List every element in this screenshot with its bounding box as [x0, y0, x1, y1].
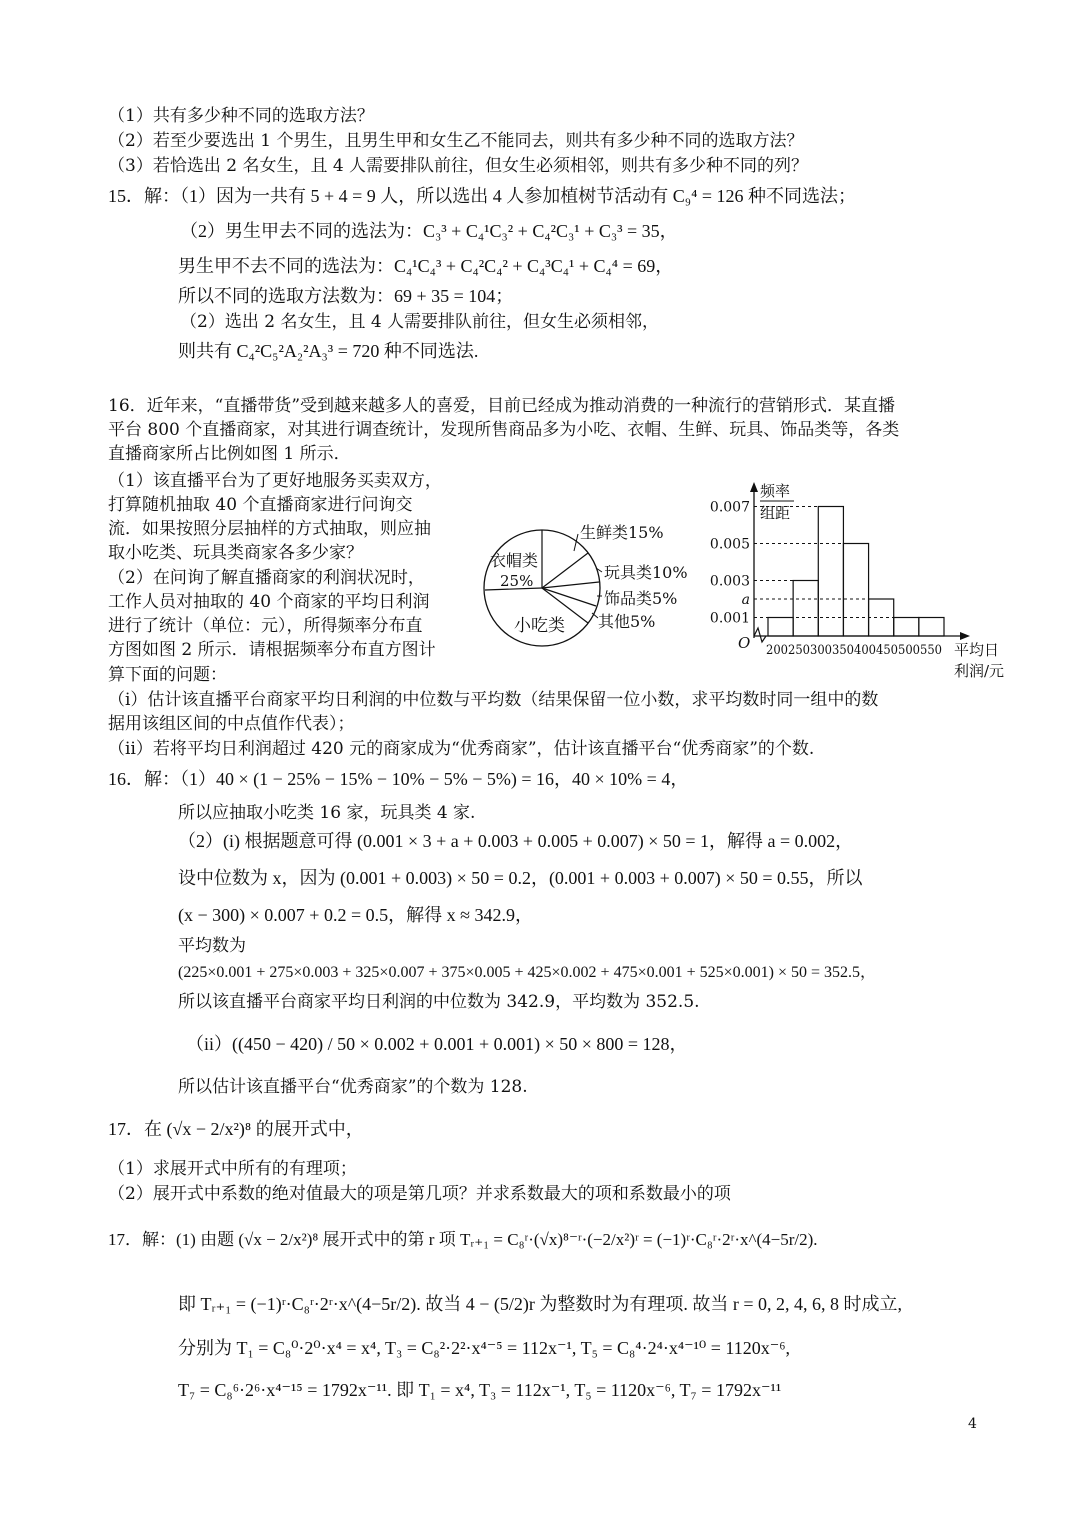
histogram-chart — [700, 478, 1018, 688]
q-line: 工作人员对抽取的 40 个商家的平均日利润 — [108, 592, 430, 612]
axis-break — [754, 628, 766, 642]
q-line: 打算随机抽取 40 个直播商家进行问询交 — [108, 495, 413, 515]
q-line: （2）展开式中系数的绝对值最大的项是第几项？并求系数最大的项和系数最小的项 — [108, 1184, 731, 1204]
q-line: （3）若恰选出 2 名女生，且 4 人需要排队前往，但女生必须相邻，则共有多少种不同的列？ — [108, 156, 809, 176]
pie-label-fresh: 生鲜类15% — [580, 523, 664, 542]
pie-label-clothing: 衣帽类 — [490, 551, 539, 570]
histogram-bar — [919, 618, 944, 637]
x-tick-labels: 200250300350400450500550 — [766, 643, 942, 658]
solution-line: 所以应抽取小吃类 16 家，玩具类 4 家. — [178, 803, 476, 823]
y-tick-label: a — [741, 592, 750, 608]
q-line: （1）求展开式中所有的有理项； — [108, 1159, 357, 1179]
pie-chart — [478, 518, 718, 658]
q-line: 17．在 (√x − 2/x²)⁸ 的展开式中， — [108, 1119, 364, 1139]
q-line: 平台 800 个直播商家，对其进行调查统计，发现所售商品多为小吃、衣帽、生鲜、玩具、饰品类等，各类 — [108, 420, 900, 440]
q-line: 方图如图 2 所示．请根据频率分布直方图计 — [108, 640, 436, 660]
solution-line: 平均数为 — [178, 936, 246, 956]
pie-label-snacks: 小吃类 — [514, 616, 565, 636]
q-line: （ⅰ）估计该直播平台商家平均日利润的中位数与平均数（结果保留一位小数，求平均数时同一组中的数 — [108, 690, 879, 710]
pie-divider — [542, 553, 588, 588]
q-line: （ⅱ）若将平均日利润超过 420 元的商家成为“优秀商家”，估计该直播平台“优秀商家”的个数. — [108, 739, 815, 759]
pie-label-toys: 玩具类10% — [604, 563, 688, 582]
pie-label-clothing-value: 25% — [500, 572, 534, 590]
y-label-bottom: 组距 — [760, 504, 791, 522]
q-line: （1）共有多少种不同的选取方法？ — [108, 106, 374, 126]
solution-line: 16．解：（1）40 × (1 − 25% − 15% − 10% − 5% − 5%) = 16，40 × 10% = 4， — [108, 769, 689, 789]
solution-line: (225×0.001 + 275×0.003 + 325×0.007 + 375×0.005 + 425×0.002 + 475×0.001 + 525×0.001) × 50 = 352.5， — [178, 964, 877, 981]
solution-line: 17．解：(1) 由题 (√x − 2/x²)⁸ 展开式中的第 r 项 Tᵣ₊₁ = C₈ʳ·(√x)⁸⁻ʳ·(−2/x²)ʳ = (−1)ʳ·C₈ʳ·2ʳ·x^(4−5r/2). — [108, 1230, 818, 1249]
q-line: 16．近年来，“直播带货”受到越来越多人的喜爱，目前已经成为推动消费的一种流行的营销形式．某直播 — [108, 396, 896, 416]
q-line: （2）在问询了解直播商家的利润状况时， — [108, 568, 425, 588]
pie-divider — [542, 588, 596, 606]
solution-line: 分别为 T₁ = C₈⁰·2⁰·x⁴ = x⁴, T₃ = C₈²·2²·x⁴⁻⁵ = 112x⁻¹, T₅ = C₈⁴·2⁴·x⁴⁻¹⁰ = 1120x⁻⁶, — [178, 1338, 790, 1358]
pie-label-accessories: 饰品类5% — [604, 589, 678, 608]
solution-line: (x − 300) × 0.007 + 0.2 = 0.5，解得 x ≈ 342.9， — [178, 905, 533, 925]
solution-line: 则共有 C₄²C₅²A₂²A₃³ = 720 种不同选法. — [178, 341, 479, 361]
histogram-bar — [894, 618, 919, 637]
q-line: 进行了统计（单位：元），所得频率分布直 — [108, 616, 423, 636]
solution-line: 即 Tᵣ₊₁ = (−1)ʳ·C₈ʳ·2ʳ·x^(4−5r/2). 故当 4 − (5/2)r 为整数时为有理项. 故当 r = 0, 2, 4, 6, 8 时成立, — [178, 1294, 903, 1314]
solution-line: 所以估计该直播平台“优秀商家”的个数为 128. — [178, 1077, 528, 1097]
solution-line: 所以该直播平台商家平均日利润的中位数为 342.9，平均数为 352.5. — [178, 992, 700, 1012]
origin-label: O — [738, 634, 751, 652]
solution-line: T₇ = C₈⁶·2⁶·x⁴⁻¹⁵ = 1792x⁻¹¹. 即 T₁ = x⁴, T₃ = 112x⁻¹, T₅ = 1120x⁻⁶, T₇ = 1792x⁻¹¹ — [178, 1380, 782, 1400]
q-line: 取小吃类、玩具类商家各多少家？ — [108, 543, 363, 563]
histogram-bar — [793, 581, 818, 637]
y-tick-label: 0.007 — [709, 499, 750, 516]
y-tick-label: 0.003 — [709, 573, 750, 590]
y-tick-label: 0.001 — [709, 610, 750, 627]
solution-line: 设中位数为 x，因为 (0.001 + 0.003) × 50 = 0.2，(0.001 + 0.003 + 0.007) × 50 = 0.55，所以 — [178, 868, 863, 888]
pie-label-other: 其他5% — [598, 612, 656, 631]
q-line: 算下面的问题： — [108, 665, 227, 685]
y-label-top: 频率 — [760, 482, 791, 500]
x-axis-arrow — [960, 632, 970, 640]
pie-divider — [542, 582, 599, 588]
histogram-bar — [768, 618, 793, 637]
q-line: 直播商家所占比例如图 1 所示． — [108, 444, 351, 464]
page-number: 4 — [968, 1416, 977, 1432]
solution-line: （2）男生甲去不同的选法为：C₃³ + C₄¹C₃² + C₄²C₃¹ + C₃³ = 35， — [180, 221, 678, 241]
q-line: 流．如果按照分层抽样的方式抽取，则应抽 — [108, 519, 431, 539]
solution-line: 15．解：（1）因为一共有 5 + 4 = 9 人，所以选出 4 人参加植树节活动有 C₉⁴ = 126 种不同选法； — [108, 186, 857, 206]
x-label-line2: 利润/元 — [954, 662, 1005, 680]
solution-line: 男生甲不去不同的选法为：C₄¹C₄³ + C₄²C₄² + C₄³C₄¹ + C₄⁴ = 69， — [178, 256, 674, 276]
solution-line: （2）(i) 根据题意可得 (0.001 × 3 + a + 0.003 + 0.005 + 0.007) × 50 = 1，解得 a = 0.002， — [178, 831, 854, 851]
y-axis-arrow — [750, 482, 758, 492]
q-line: （1）该直播平台为了更好地服务买卖双方， — [108, 471, 442, 491]
solution-line: （ii）((450 − 420) / 50 × 0.002 + 0.001 + 0.001) × 50 × 800 = 128， — [186, 1034, 688, 1054]
histogram-bar — [818, 507, 843, 637]
solution-line: 所以不同的选取方法数为：69 + 35 = 104； — [178, 286, 514, 306]
histogram-bar — [843, 544, 868, 637]
x-label-line1: 平均日 — [954, 641, 1000, 659]
q-line: 据用该组区间的中点值作代表）； — [108, 714, 355, 734]
q-line: （2）若至少要选出 1 个男生，且男生甲和女生乙不能同去，则共有多少种不同的选取方法？ — [108, 131, 804, 151]
y-tick-label: 0.005 — [709, 536, 750, 553]
solution-line: （2）选出 2 名女生，且 4 人需要排队前往，但女生必须相邻， — [180, 312, 660, 332]
